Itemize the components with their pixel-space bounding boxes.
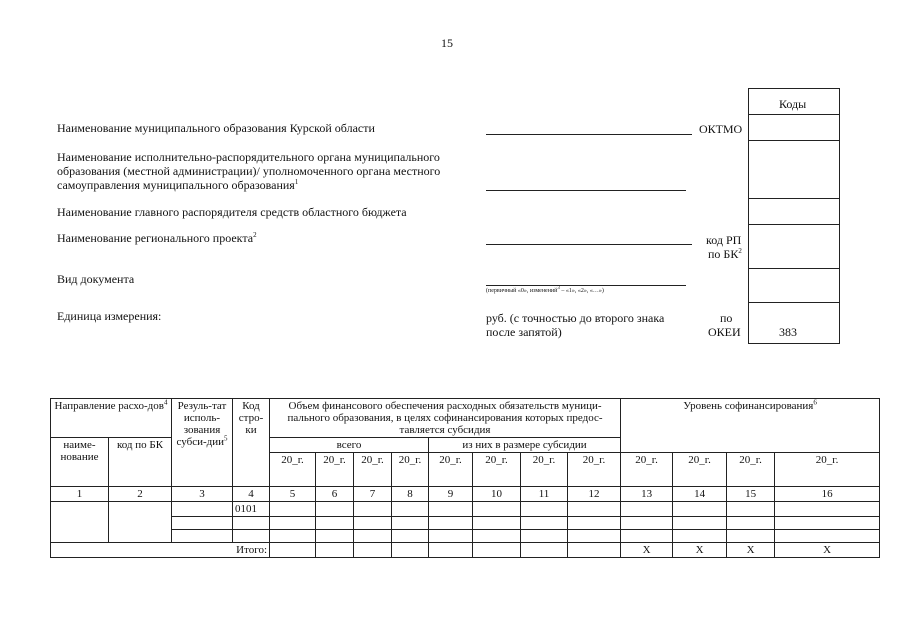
table-cell[interactable] <box>568 530 621 543</box>
header-of-which: из них в размере субсидии <box>429 438 621 453</box>
row-code: 0101 <box>233 502 270 517</box>
table-cell[interactable] <box>270 530 316 543</box>
table-cell[interactable] <box>354 517 392 530</box>
col-number: 4 <box>233 487 270 502</box>
table-cell[interactable] <box>429 530 473 543</box>
unit-value-line2: после запятой) <box>486 325 562 339</box>
table-cell[interactable] <box>392 502 429 517</box>
table-cell[interactable] <box>270 543 316 558</box>
table-cell[interactable] <box>392 530 429 543</box>
table-cell[interactable] <box>673 517 727 530</box>
table-cell[interactable] <box>316 517 354 530</box>
executive-label-line2: образования (местной администрации)/ уполномоченного органа местного <box>57 164 441 178</box>
col-number: 16 <box>775 487 880 502</box>
year-cell: 20_г. <box>473 453 521 487</box>
main-manager-label: Наименование главного распорядителя средств областного бюджета <box>57 205 407 219</box>
oktmo-label: ОКТМО <box>699 122 743 136</box>
col-number: 15 <box>727 487 775 502</box>
table-cell[interactable] <box>172 530 233 543</box>
header-level: Уровень софинансирования$^6$ <box>621 399 880 453</box>
col-number: 14 <box>673 487 727 502</box>
year-cell: 20_г. <box>392 453 429 487</box>
table-cell[interactable] <box>621 502 673 517</box>
table-cell[interactable] <box>621 517 673 530</box>
page-number: 15 <box>441 36 453 50</box>
year-cell: 20_г. <box>673 453 727 487</box>
col-number: 12 <box>568 487 621 502</box>
table-cell[interactable] <box>727 502 775 517</box>
header-result: Резуль-тат исполь-зования субси-дии$^5$ <box>172 399 233 487</box>
table-cell[interactable] <box>392 543 429 558</box>
doc-type-hint: (первичный «0», изменений$^3$ – «1», «2», «…») <box>486 286 604 294</box>
table-cell[interactable] <box>473 502 521 517</box>
executive-label-line3: самоуправления муниципального образования$^1$ <box>57 178 299 192</box>
col-number: 3 <box>172 487 233 502</box>
codes-divider <box>748 224 840 225</box>
table-cell[interactable] <box>775 530 880 543</box>
table-cell[interactable] <box>673 502 727 517</box>
table-cell[interactable] <box>521 530 568 543</box>
col-number: 1 <box>51 487 109 502</box>
header-direction: Направление расхо-дов$^4$ <box>51 399 172 438</box>
table-cell[interactable] <box>727 530 775 543</box>
table-cell[interactable] <box>316 502 354 517</box>
codes-box <box>748 88 840 344</box>
table-cell[interactable] <box>172 517 233 530</box>
table-cell[interactable] <box>316 543 354 558</box>
col-number: 6 <box>316 487 354 502</box>
col-number: 10 <box>473 487 521 502</box>
table-cell[interactable] <box>354 502 392 517</box>
col-number: 5 <box>270 487 316 502</box>
codes-divider <box>748 114 840 115</box>
year-cell: 20_г. <box>775 453 880 487</box>
table-cell[interactable] <box>521 517 568 530</box>
codes-divider <box>748 198 840 199</box>
x-mark: X <box>775 543 880 558</box>
col-number: 13 <box>621 487 673 502</box>
table-cell[interactable] <box>270 502 316 517</box>
table-cell[interactable] <box>775 502 880 517</box>
codes-divider <box>748 268 840 269</box>
table-cell[interactable] <box>354 530 392 543</box>
table-cell[interactable] <box>473 530 521 543</box>
x-mark: X <box>673 543 727 558</box>
table-cell[interactable] <box>568 517 621 530</box>
doc-type-label: Вид документа <box>57 272 135 286</box>
table-cell[interactable] <box>109 502 172 543</box>
header-volume: Объем финансового обеспечения расходных обязательств муници-пального образования, в целях софинансирования которых предос-тавляется субсидия <box>270 399 621 438</box>
col-number: 7 <box>354 487 392 502</box>
x-mark: X <box>621 543 673 558</box>
codes-divider <box>748 140 840 141</box>
year-cell: 20_г. <box>270 453 316 487</box>
executive-fill-line[interactable] <box>486 190 686 191</box>
table-cell[interactable] <box>316 530 354 543</box>
subsidy-table <box>50 398 880 558</box>
table-cell[interactable] <box>473 517 521 530</box>
table-cell[interactable] <box>233 517 270 530</box>
okei-label-line1: по <box>720 311 733 325</box>
header-name: наиме-нование <box>51 438 109 487</box>
table-cell[interactable] <box>429 502 473 517</box>
regional-project-label: Наименование регионального проекта$^2$ <box>57 231 257 245</box>
doc-type-fill-line[interactable] <box>486 285 686 286</box>
table-cell[interactable] <box>172 502 233 517</box>
table-cell[interactable] <box>521 502 568 517</box>
year-cell: 20_г. <box>568 453 621 487</box>
unit-label: Единица измерения: <box>57 309 162 323</box>
table-cell[interactable] <box>673 530 727 543</box>
table-cell[interactable] <box>354 543 392 558</box>
table-cell[interactable] <box>568 543 621 558</box>
table-cell[interactable] <box>521 543 568 558</box>
year-cell: 20_г. <box>354 453 392 487</box>
rp-code-label-line2: по $БК^2$ <box>708 247 742 261</box>
municipal-label: Наименование муниципального образования Курской области <box>57 121 375 135</box>
table-cell[interactable] <box>621 530 673 543</box>
year-cell: 20_г. <box>429 453 473 487</box>
col-number: 2 <box>109 487 172 502</box>
rp-code-label-line1: код РП <box>706 233 742 247</box>
table-cell[interactable] <box>392 517 429 530</box>
header-total: всего <box>270 438 429 453</box>
codes-divider <box>748 302 840 303</box>
table-cell[interactable] <box>429 517 473 530</box>
table-cell[interactable] <box>429 543 473 558</box>
municipal-fill-line[interactable] <box>486 134 692 135</box>
okei-value: 383 <box>779 325 797 339</box>
header-code-line: Код стро-ки <box>233 399 270 487</box>
okei-label-line2: ОКЕИ <box>708 325 741 339</box>
table-cell[interactable] <box>727 517 775 530</box>
year-cell: 20_г. <box>316 453 354 487</box>
regional-project-fill-line[interactable] <box>486 244 692 245</box>
year-cell: 20_г. <box>521 453 568 487</box>
codes-header: Коды <box>779 97 807 111</box>
table-cell[interactable] <box>233 530 270 543</box>
executive-label-line1: Наименование исполнительно-распорядительного органа муниципального <box>57 150 440 164</box>
col-number: 9 <box>429 487 473 502</box>
year-cell: 20_г. <box>727 453 775 487</box>
year-cell: 20_г. <box>621 453 673 487</box>
col-number: 11 <box>521 487 568 502</box>
table-cell[interactable] <box>568 502 621 517</box>
table-cell[interactable] <box>775 517 880 530</box>
table-cell[interactable] <box>51 502 109 543</box>
table-cell[interactable] <box>473 543 521 558</box>
x-mark: X <box>727 543 775 558</box>
col-number: 8 <box>392 487 429 502</box>
header-kbk: код по БК <box>109 438 172 487</box>
total-label: Итого: <box>51 543 270 558</box>
table-cell[interactable] <box>270 517 316 530</box>
unit-value-line1: руб. (с точностью до второго знака <box>486 311 665 325</box>
